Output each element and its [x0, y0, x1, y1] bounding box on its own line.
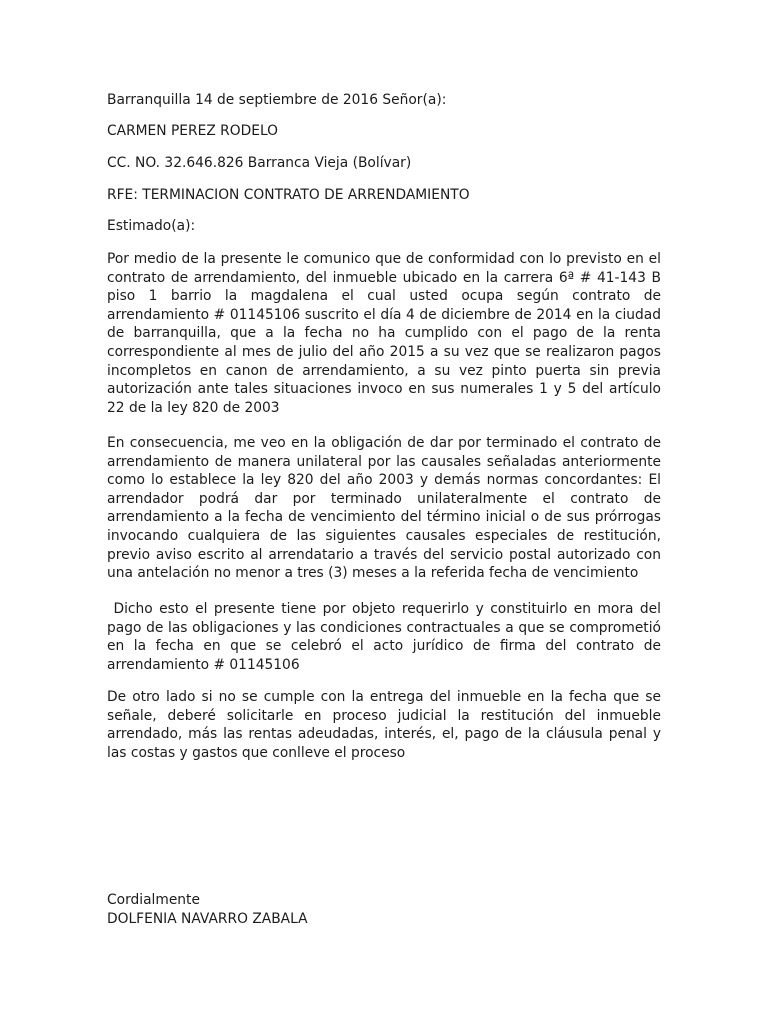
- paragraph-line: 22 de la ley 820 de 2003: [107, 399, 280, 416]
- paragraph-2: [107, 434, 661, 583]
- recipient-id: CC. NO. 32.646.826 Barranca Vieja (Bolívar): [107, 155, 412, 171]
- salutation: Estimado(a):: [107, 218, 196, 234]
- paragraph-line: autorización ante tales situaciones invoco en sus numerales 1 y 5 del artículo: [107, 381, 661, 398]
- paragraph-line: Por medio de la presente le comunico que de conformidad con lo previsto en el: [107, 251, 661, 267]
- paragraph-line: De otro lado si no se cumple con la entrega del inmueble en la fecha que se: [107, 689, 661, 705]
- signer-name: DOLFENIA NAVARRO ZABALA: [107, 911, 308, 927]
- paragraph-line: una antelación no menor a tres (3) meses a la referida fecha de vencimiento: [107, 565, 639, 582]
- paragraph-1: [107, 250, 661, 417]
- paragraph-line: de barranquilla, que a la fecha no ha cumplido con el pago de la renta: [107, 325, 661, 342]
- paragraph-line: arrendamiento a la fecha de vencimiento del término inicial o de sus prórrogas: [107, 509, 661, 526]
- recipient-name: CARMEN PEREZ RODELO: [107, 123, 279, 139]
- reference-line: RFE: TERMINACION CONTRATO DE ARRENDAMIENTO: [107, 187, 470, 203]
- paragraph-line: previo aviso escrito al arrendatario a través del servicio postal autorizado con: [107, 546, 661, 563]
- paragraph-4: [107, 688, 661, 762]
- paragraph-line: arrendado, más las rentas adeudadas, interés, el, pago de la cláusula penal y: [107, 726, 661, 743]
- paragraph-line: arrendamiento # 01145106 suscrito el día 4 de diciembre de 2014 en la ciudad: [107, 306, 661, 323]
- paragraph-3: [107, 600, 661, 674]
- paragraph-line: señale, deberé solicitarle en proceso judicial la restitución del inmueble: [107, 707, 661, 724]
- paragraph-line: arrendamiento de manera unilateral por las causales señaladas anteriormente: [107, 453, 661, 470]
- paragraph-line: Dicho esto el presente tiene por objeto requerirlo y constituirlo en mora del: [107, 601, 661, 617]
- date-line: Barranquilla 14 de septiembre de 2016 Señor(a):: [107, 92, 447, 108]
- paragraph-line: arrendador podrá dar por terminado unilateralmente el contrato de: [107, 490, 661, 507]
- paragraph-line: las costas y gastos que conlleve el proceso: [107, 744, 406, 761]
- paragraph-line: piso 1 barrio la magdalena el cual usted ocupa según contrato de: [107, 288, 661, 305]
- valediction: Cordialmente: [107, 892, 200, 908]
- paragraph-line: como lo establece la ley 820 del año 2003 y demás normas concordantes: El: [107, 472, 661, 489]
- paragraph-line: correspondiente al mes de julio del año 2015 a su vez que se realizaron pagos: [107, 343, 661, 360]
- paragraph-line: invocando cualquiera de las siguientes causales especiales de restitución,: [107, 527, 661, 544]
- paragraph-line: arrendamiento # 01145106: [107, 656, 300, 673]
- paragraph-line: incompletos en canon de arrendamiento, a su vez pinto puerta sin previa: [107, 362, 661, 379]
- paragraph-line: pago de las obligaciones y las condiciones contractuales a que se comprometió: [107, 619, 661, 636]
- paragraph-line: en la fecha en que se celebró el acto jurídico de firma del contrato de: [107, 638, 661, 655]
- paragraph-line: En consecuencia, me veo en la obligación de dar por terminado el contrato de: [107, 435, 661, 451]
- paragraph-line: contrato de arrendamiento, del inmueble ubicado en la carrera 6ª # 41-143 B: [107, 269, 661, 286]
